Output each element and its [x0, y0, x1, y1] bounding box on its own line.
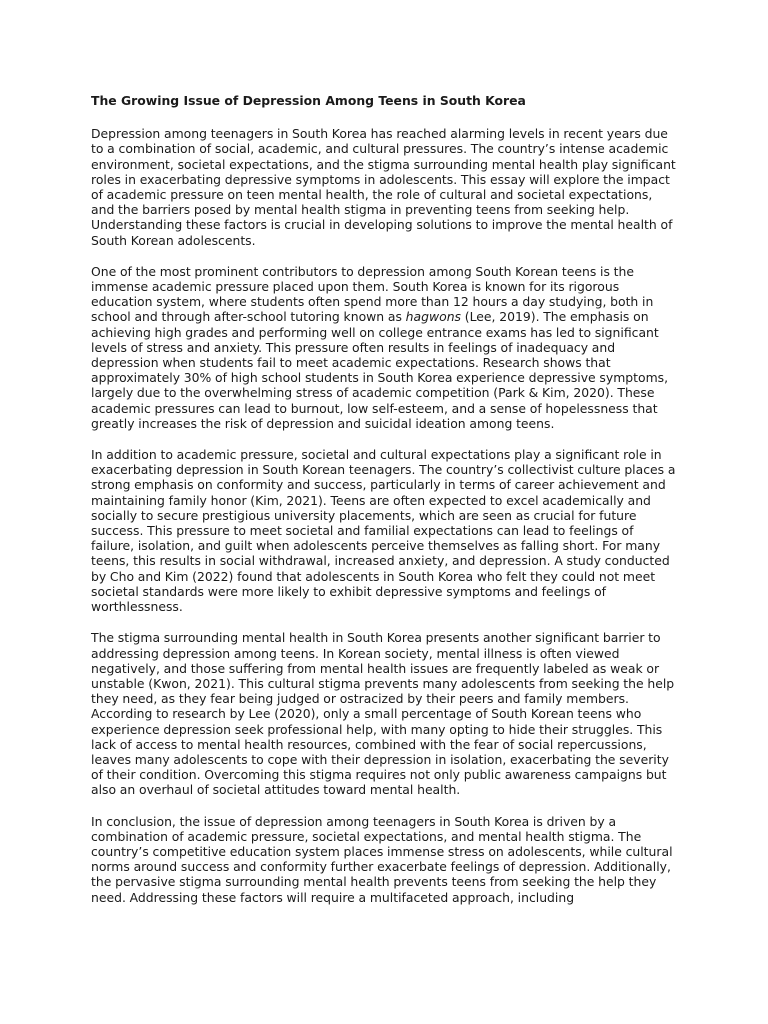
- document-page: [91, 93, 679, 921]
- paragraph-stigma-text: The stigma surrounding mental health in South Korea presents another significant barrier to addressing depression among teens. In Korean society, mental illness is often viewed negatively, and those suffering from mental health issues are frequently labeled as weak or unstable (Kwon, 2021). This cultural stigma prevents many adolescents from seeking the help they need, as they fear being judged or ostracized by their peers and family members. According to research by Lee (2020), only a small percentage of South Korean teens who experience depression seek professional help, with many opting to hide their struggles. This lack of access to mental health resources, combined with the fear of social repercussions, leaves many adolescents to cope with their depression in isolation, exacerbating the severity of their condition. Overcoming this stigma requires not only public awareness campaigns but also an overhaul of societal attitudes toward mental health.: [91, 630, 675, 798]
- paragraph-academic-pressure-italic-term: hagwons: [405, 309, 462, 325]
- paragraph-conclusion-text: In conclusion, the issue of depression among teenagers in South Korea is driven by a combination of academic pressure, societal expectations, and mental health stigma. The country’s competitive education system places immense stress on adolescents, while cultural norms around success and conformity further exacerbate feelings of depression. Additionally, the pervasive stigma surrounding mental health prevents teens from seeking the help they need. Addressing these factors will require a multifaceted approach, including: [91, 813, 673, 905]
- paragraph-societal-expectations-text: In addition to academic pressure, societal and cultural expectations play a significant role in exacerbating depression in South Korean teenagers. The country’s collectivist culture places a strong emphasis on conformity and success, particularly in terms of career achievement and maintaining family honor (Kim, 2021). Teens are often expected to excel academically and socially to secure prestigious university placements, which are seen as crucial for future success. This pressure to meet societal and familial expectations can lead to feelings of failure, isolation, and guilt when adolescents perceive themselves as falling short. For many teens, this results in social withdrawal, increased anxiety, and depression. A study conducted by Cho and Kim (2022) found that adolescents in South Korea who felt they could not meet societal standards were more likely to exhibit depressive symptoms and feelings of worthlessness.: [91, 447, 676, 615]
- paragraph-societal-expectations: [91, 447, 679, 614]
- paragraph-academic-pressure: [91, 264, 679, 431]
- paragraph-academic-pressure-text-before: One of the most prominent contributors to depression among South Korean teens is the immense academic pressure placed upon them. South Korea is known for its rigorous education system, where students often spend more than 12 hours a day studying, both in school and through after-school tutoring known as: [91, 263, 654, 325]
- paragraph-introduction: [91, 126, 679, 248]
- paragraph-introduction-text: Depression among teenagers in South Korea has reached alarming levels in recent years due to a combination of social, academic, and cultural pressures. The country’s intense academic environment, societal expectations, and the stigma surrounding mental health play significant roles in exacerbating depressive symptoms in adolescents. This essay will explore the impact of academic pressure on teen mental health, the role of cultural and societal expectations, and the barriers posed by mental health stigma in preventing teens from seeking help. Understanding these factors is crucial in developing solutions to improve the mental health of South Korean adolescents.: [91, 126, 676, 248]
- paragraph-conclusion: [91, 814, 679, 905]
- paragraph-academic-pressure-text-after: (Lee, 2019). The emphasis on achieving high grades and performing well on college entrance exams has led to significant levels of stress and anxiety. This pressure often results in feelings of inadequacy and depression when students fail to meet academic expectations. Research shows that approximately 30% of high school students in South Korea experience depressive symptoms, largely due to the overwhelming stress of academic competition (Park & Kim, 2020). These academic pressures can lead to burnout, low self-esteem, and a sense of hopelessness that greatly increases the risk of depression and suicidal ideation among teens.: [91, 309, 669, 431]
- document-title: The Growing Issue of Depression Among Teens in South Korea: [91, 93, 526, 108]
- paragraph-stigma: [91, 630, 679, 797]
